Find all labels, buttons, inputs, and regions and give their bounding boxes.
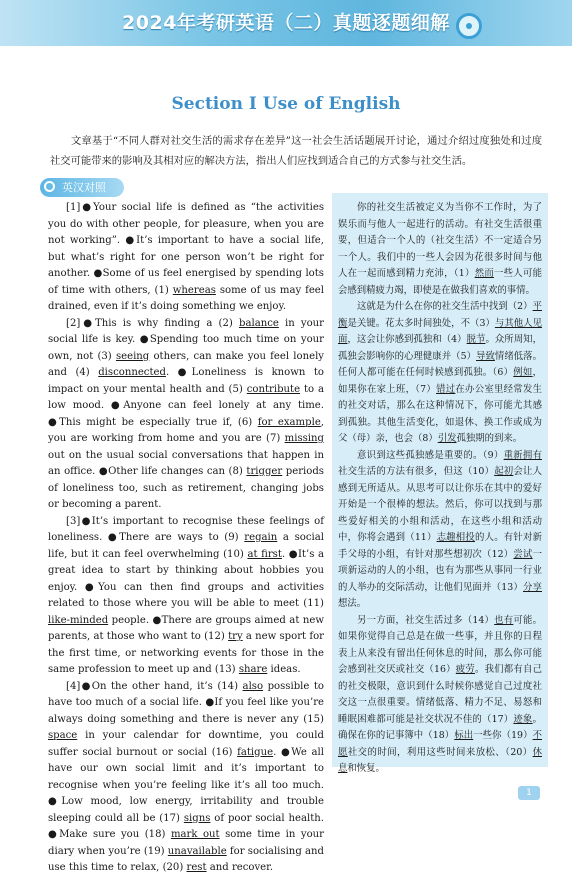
en-paragraph-3: [3]●It’s important to recognise these feelings of loneliness. ●There are ways to (9) regain a social life, but it can feel overwhelming (10) at first. ●It’s a great idea to start by thinking about hobbies you enjoy. ●You can then find groups and activities related to those where you will be able to meet (11) like-minded people. ●There are groups aimed at new parents, at those who want to (12) try a new sport for the first time, or networking events for those in the same profession to meet up and (13) share ideas. <box>48 515 325 675</box>
bilingual-tag <box>40 178 124 197</box>
english-passage <box>48 200 324 877</box>
en-paragraph-2: [2]●This is why finding a (2) balance in your social life is key. ●Spending too much time on your own, not (3) seeing others, can make you feel lonely and (4) disconnected. ●Loneliness is known to impact on your mental health and (5) contribute to a low mood. ●Anyone can feel lonely at any time. ●This might be especially true if, (6) for example, you are working from home and you are (7) missing out on the usual social conversations that happen in an office. ●Other life changes can (8) trigger periods of loneliness too, such as retirement, changing jobs or becoming a parent. <box>48 317 325 510</box>
intro-paragraph: 文章基于“不同人群对社交生活的需求存在差异”这一社会生活话题展开讨论，通过介绍过度独处和过度社交可能带来的影响及其相对应的解决方法，指出人们应找到适合自己的方式参与社交生活。 <box>50 135 542 167</box>
circle-icon <box>44 181 55 192</box>
magnifier-logo-icon <box>456 13 482 39</box>
section-title: Section Ⅰ Use of English <box>171 94 401 114</box>
zh-paragraph-4: 另一方面，社交生活过多（14）也有可能。如果你觉得自己总是在做一些事，并且你的日程表上从来没有留出任何休息的时间，那么你可能会感到社交厌或社交（16）疲劳。我们都有自己的社交极限，意识到什么时候你感觉自己过度社交这一点很重要。情绪低落、精力不足、易怒和睡眠困难都可能是社交状况不佳的（17）迹象。确保在你的记事簿中（18）标出一些你（19）不愿社交的时间，利用这些时间来放松、（20）休息和恢复。 <box>338 614 542 774</box>
header-banner <box>0 0 572 46</box>
tag-label: 英汉对照 <box>62 181 106 194</box>
page-number: 1 <box>518 786 540 800</box>
en-paragraph-1: [1]●Your social life is defined as “the activities you do with other people, for pleasure, when you are not working”. ●It’s important to have a social life, but what’s right for one person won’t be right for another. ●Some of us feel energised by spending lots of time with others, (1) whereas some of us may feel drained, even if it’s doing something we enjoy. <box>48 202 324 312</box>
zh-paragraph-3: 意识到这些孤独感是重要的。（9）重新拥有社交生活的方法有很多，但这（10）起初会让人感到无所适从。从思考可以让你乐在其中的爱好开始是一个很棒的想法。然后，你可以找到与那些爱好相关的小组和活动，在这些小组和活动中，你将会遇到（11）志趣相投的人。有针对新手父母的小组，有针对那些想初次（12）尝试一项新运动的人的小组，也有为那些从事同一行业的人举办的交际活动，让他们见面并（13）分享想法。 <box>338 449 542 609</box>
zh-paragraph-2: 这就是为什么在你的社交生活中找到（2）平衡是关键。花太多时间独处，不（3）与其他人见面，这会让你感到孤独和（4）脱节。众所周知，孤独会影响你的心理健康并（5）导致情绪低落。任何人都可能在任何时候感到孤独。（6）例如，如果你在家上班，（7）错过在办公室里经常发生的社交对话，那么在这种情况下，你可能尤其感到孤独。其他生活变化，如退休、换工作或成为父（母）亲，也会（8）引发孤独期的到来。 <box>338 301 542 444</box>
banner-title: 2024年考研英语（二）真题逐题细解 <box>122 12 450 34</box>
en-paragraph-4: [4]●On the other hand, it’s (14) also possible to have too much of a social life. ●If you feel like you’re always doing something and there is never any (15) space in your calendar for downtime, you could suffer social burnout or social (16) fatigue. ●We all have our own social limit and it’s important to recognise when you’re feeling like it’s all too much. ●Low mood, low energy, irritability and trouble sleeping could all be (17) signs of poor social health. ●Make sure you (18) mark out some time in your diary when you’re (19) unavailable for socialising and use this time to relax, (20) rest and recover. <box>48 680 324 873</box>
zh-paragraph-1: 你的社交生活被定义为当你不工作时，为了娱乐而与他人一起进行的活动。有社交生活很重要，但适合一个人的（社交生活）不一定适合另一个人。我们中的一些人会因为花很多时间与他人在一起而感到精力充沛，（1）然而一些人可能会感到精疲力竭，即使是在做我们喜欢的事情。 <box>338 202 542 296</box>
chinese-translation <box>338 200 542 778</box>
